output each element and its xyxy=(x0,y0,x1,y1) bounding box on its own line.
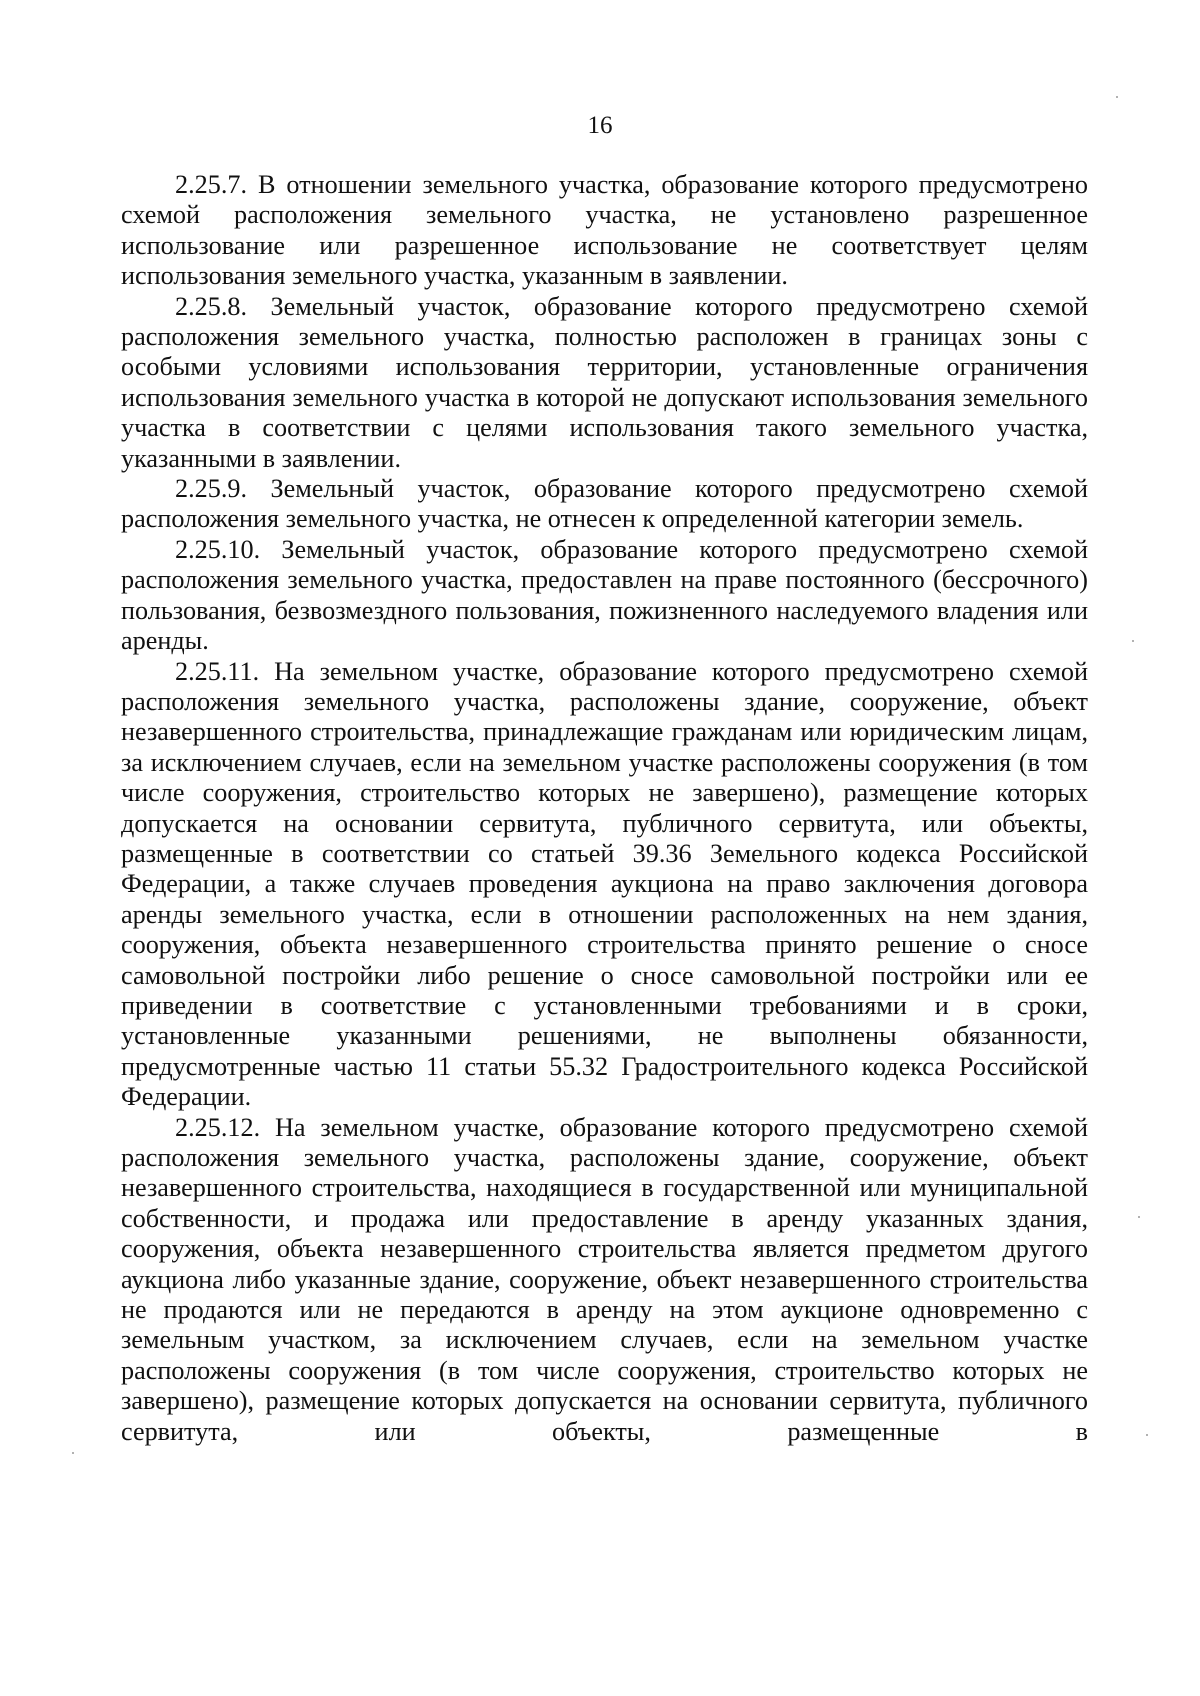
paragraph-2-25-8: 2.25.8. Земельный участок, образование которого предусмотрено схемой расположения земельного участка, полностью расположен в границах зоны с особыми условиями использования территории, установленные ограничения использования земельного участка в которой не допускают использования земельного участка в соответствии с целями использования такого земельного участка, указанными в заявлении. xyxy=(121,291,1088,473)
scan-speck xyxy=(1138,1216,1140,1218)
page-number: 16 xyxy=(587,112,613,139)
paragraph-2-25-11: 2.25.11. На земельном участке, образование которого предусмотрено схемой расположения земельного участка, расположены здание, сооружение, объект незавершенного строительства, принадлежащие гражданам или юридическим лицам, за исключением случаев, если на земельном участке расположены сооружения (в том числе сооружения, строительство которых не завершено), размещение которых допускается на основании сервитута, публичного сервитута, или объекты, размещенные в соответствии со статьей 39.36 Земельного кодекса Российской Федерации, а также случаев проведения аукциона на право заключения договора аренды земельного участка, если в отношении расположенных на нем здания, сооружения, объекта незавершенного строительства принято решение о сносе самовольной постройки либо решение о сносе самовольной постройки или ее приведении в соответствие с установленными требованиями и в сроки, установленные указанными решениями, не выполнены обязанности, предусмотренные частью 11 статьи 55.32 Градостроительного кодекса Российской Федерации. xyxy=(121,656,1088,1112)
scan-speck xyxy=(72,1452,74,1454)
paragraph-2-25-9: 2.25.9. Земельный участок, образование которого предусмотрено схемой расположения земельного участка, не отнесен к определенной категории земель. xyxy=(121,474,1088,534)
scan-speck xyxy=(1116,96,1118,98)
scan-speck xyxy=(1146,1434,1148,1436)
paragraph-2-25-7: 2.25.7. В отношении земельного участка, образование которого предусмотрено схемой расположения земельного участка, не установлено разрешенное использование или разрешенное использование не соответствует целям использования земельного участка, указанным в заявлении. xyxy=(121,170,1088,291)
document-body xyxy=(121,170,1088,1447)
paragraph-2-25-10: 2.25.10. Земельный участок, образование которого предусмотрено схемой расположения земельного участка, предоставлен на праве постоянного (бессрочного) пользования, безвозмездного пользования, пожизненного наследуемого владения или аренды. xyxy=(121,534,1088,656)
scan-speck xyxy=(1132,640,1134,642)
paragraph-2-25-12: 2.25.12. На земельном участке, образование которого предусмотрено схемой расположения земельного участка, расположены здание, сооружение, объект незавершенного строительства, находящиеся в государственной или муниципальной собственности, и продажа или предоставление в аренду указанных здания, сооружения, объекта незавершенного строительства является предметом другого аукциона либо указанные здание, сооружение, объект незавершенного строительства не продаются или не передаются в аренду на этом аукционе одновременно с земельным участком, за исключением случаев, если на земельном участке расположены сооружения (в том числе сооружения, строительство которых не завершено), размещение которых допускается на основании сервитута, публичного сервитута, или объекты, размещенные в xyxy=(121,1112,1088,1446)
